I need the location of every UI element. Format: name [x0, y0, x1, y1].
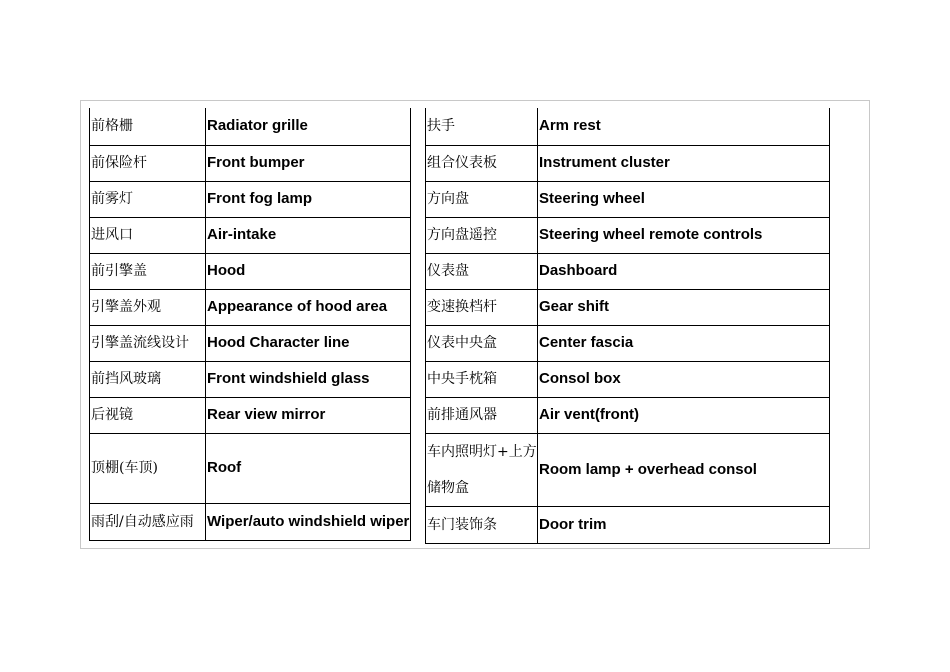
term-chinese: 中央手枕箱: [426, 361, 538, 397]
term-english: Appearance of hood area: [206, 289, 411, 325]
term-english: Front fog lamp: [206, 181, 411, 217]
term-english: Air-intake: [206, 217, 411, 253]
right-glossary-table: [425, 108, 830, 544]
table-row: [90, 217, 411, 253]
term-english: Steering wheel: [538, 181, 830, 217]
table-row: [426, 361, 830, 397]
table-row: [90, 503, 411, 540]
table-row: [90, 433, 411, 503]
term-english: Steering wheel remote controls: [538, 217, 830, 253]
table-row: [426, 145, 830, 181]
table-row: [90, 145, 411, 181]
table-row: [90, 289, 411, 325]
table-row: [426, 433, 830, 506]
term-english: Radiator grille: [206, 108, 411, 145]
term-english: Instrument cluster: [538, 145, 830, 181]
table-row: [426, 289, 830, 325]
term-chinese: 前格栅: [90, 108, 206, 145]
term-chinese: 方向盘遥控: [426, 217, 538, 253]
term-chinese: 仪表中央盒: [426, 325, 538, 361]
term-chinese: 前引擎盖: [90, 253, 206, 289]
term-chinese: 方向盘: [426, 181, 538, 217]
term-chinese: 顶棚(车顶): [90, 433, 206, 503]
table-row: [426, 506, 830, 543]
term-chinese: 前排通风器: [426, 397, 538, 433]
term-english: Room lamp + overhead consol: [538, 433, 830, 506]
term-english: Front bumper: [206, 145, 411, 181]
term-english: Hood Character line: [206, 325, 411, 361]
term-chinese: 组合仪表板: [426, 145, 538, 181]
table-row: [90, 397, 411, 433]
term-english: Dashboard: [538, 253, 830, 289]
term-english: Door trim: [538, 506, 830, 543]
term-chinese: 车内照明灯+上方储物盒: [426, 433, 538, 506]
table-row: [426, 181, 830, 217]
table-row: [90, 108, 411, 145]
table-row: [90, 325, 411, 361]
term-chinese: 车门装饰条: [426, 506, 538, 543]
table-row: [426, 325, 830, 361]
term-english: Arm rest: [538, 108, 830, 145]
term-english: Wiper/auto windshield wiper: [206, 503, 411, 540]
term-english: Front windshield glass: [206, 361, 411, 397]
left-glossary-table-wrapper: [89, 108, 411, 541]
table-row: [90, 181, 411, 217]
term-english: Center fascia: [538, 325, 830, 361]
term-chinese: 进风口: [90, 217, 206, 253]
term-english: Consol box: [538, 361, 830, 397]
term-chinese: 后视镜: [90, 397, 206, 433]
term-chinese: 前保险杆: [90, 145, 206, 181]
term-chinese: 仪表盘: [426, 253, 538, 289]
left-glossary-table: [89, 108, 411, 541]
term-chinese: 引擎盖流线设计: [90, 325, 206, 361]
term-english: Gear shift: [538, 289, 830, 325]
table-row: [90, 361, 411, 397]
table-row: [426, 217, 830, 253]
table-row: [426, 253, 830, 289]
term-chinese: 扶手: [426, 108, 538, 145]
table-row: [426, 397, 830, 433]
term-chinese: 雨刮/自动感应雨: [90, 503, 206, 540]
term-english: Hood: [206, 253, 411, 289]
right-glossary-table-wrapper: [425, 108, 830, 544]
term-chinese: 变速换档杆: [426, 289, 538, 325]
table-row: [90, 253, 411, 289]
term-chinese: 前雾灯: [90, 181, 206, 217]
term-chinese: 引擎盖外观: [90, 289, 206, 325]
term-english: Rear view mirror: [206, 397, 411, 433]
term-chinese: 前挡风玻璃: [90, 361, 206, 397]
term-english: Roof: [206, 433, 411, 503]
term-english: Air vent(front): [538, 397, 830, 433]
table-row: [426, 108, 830, 145]
